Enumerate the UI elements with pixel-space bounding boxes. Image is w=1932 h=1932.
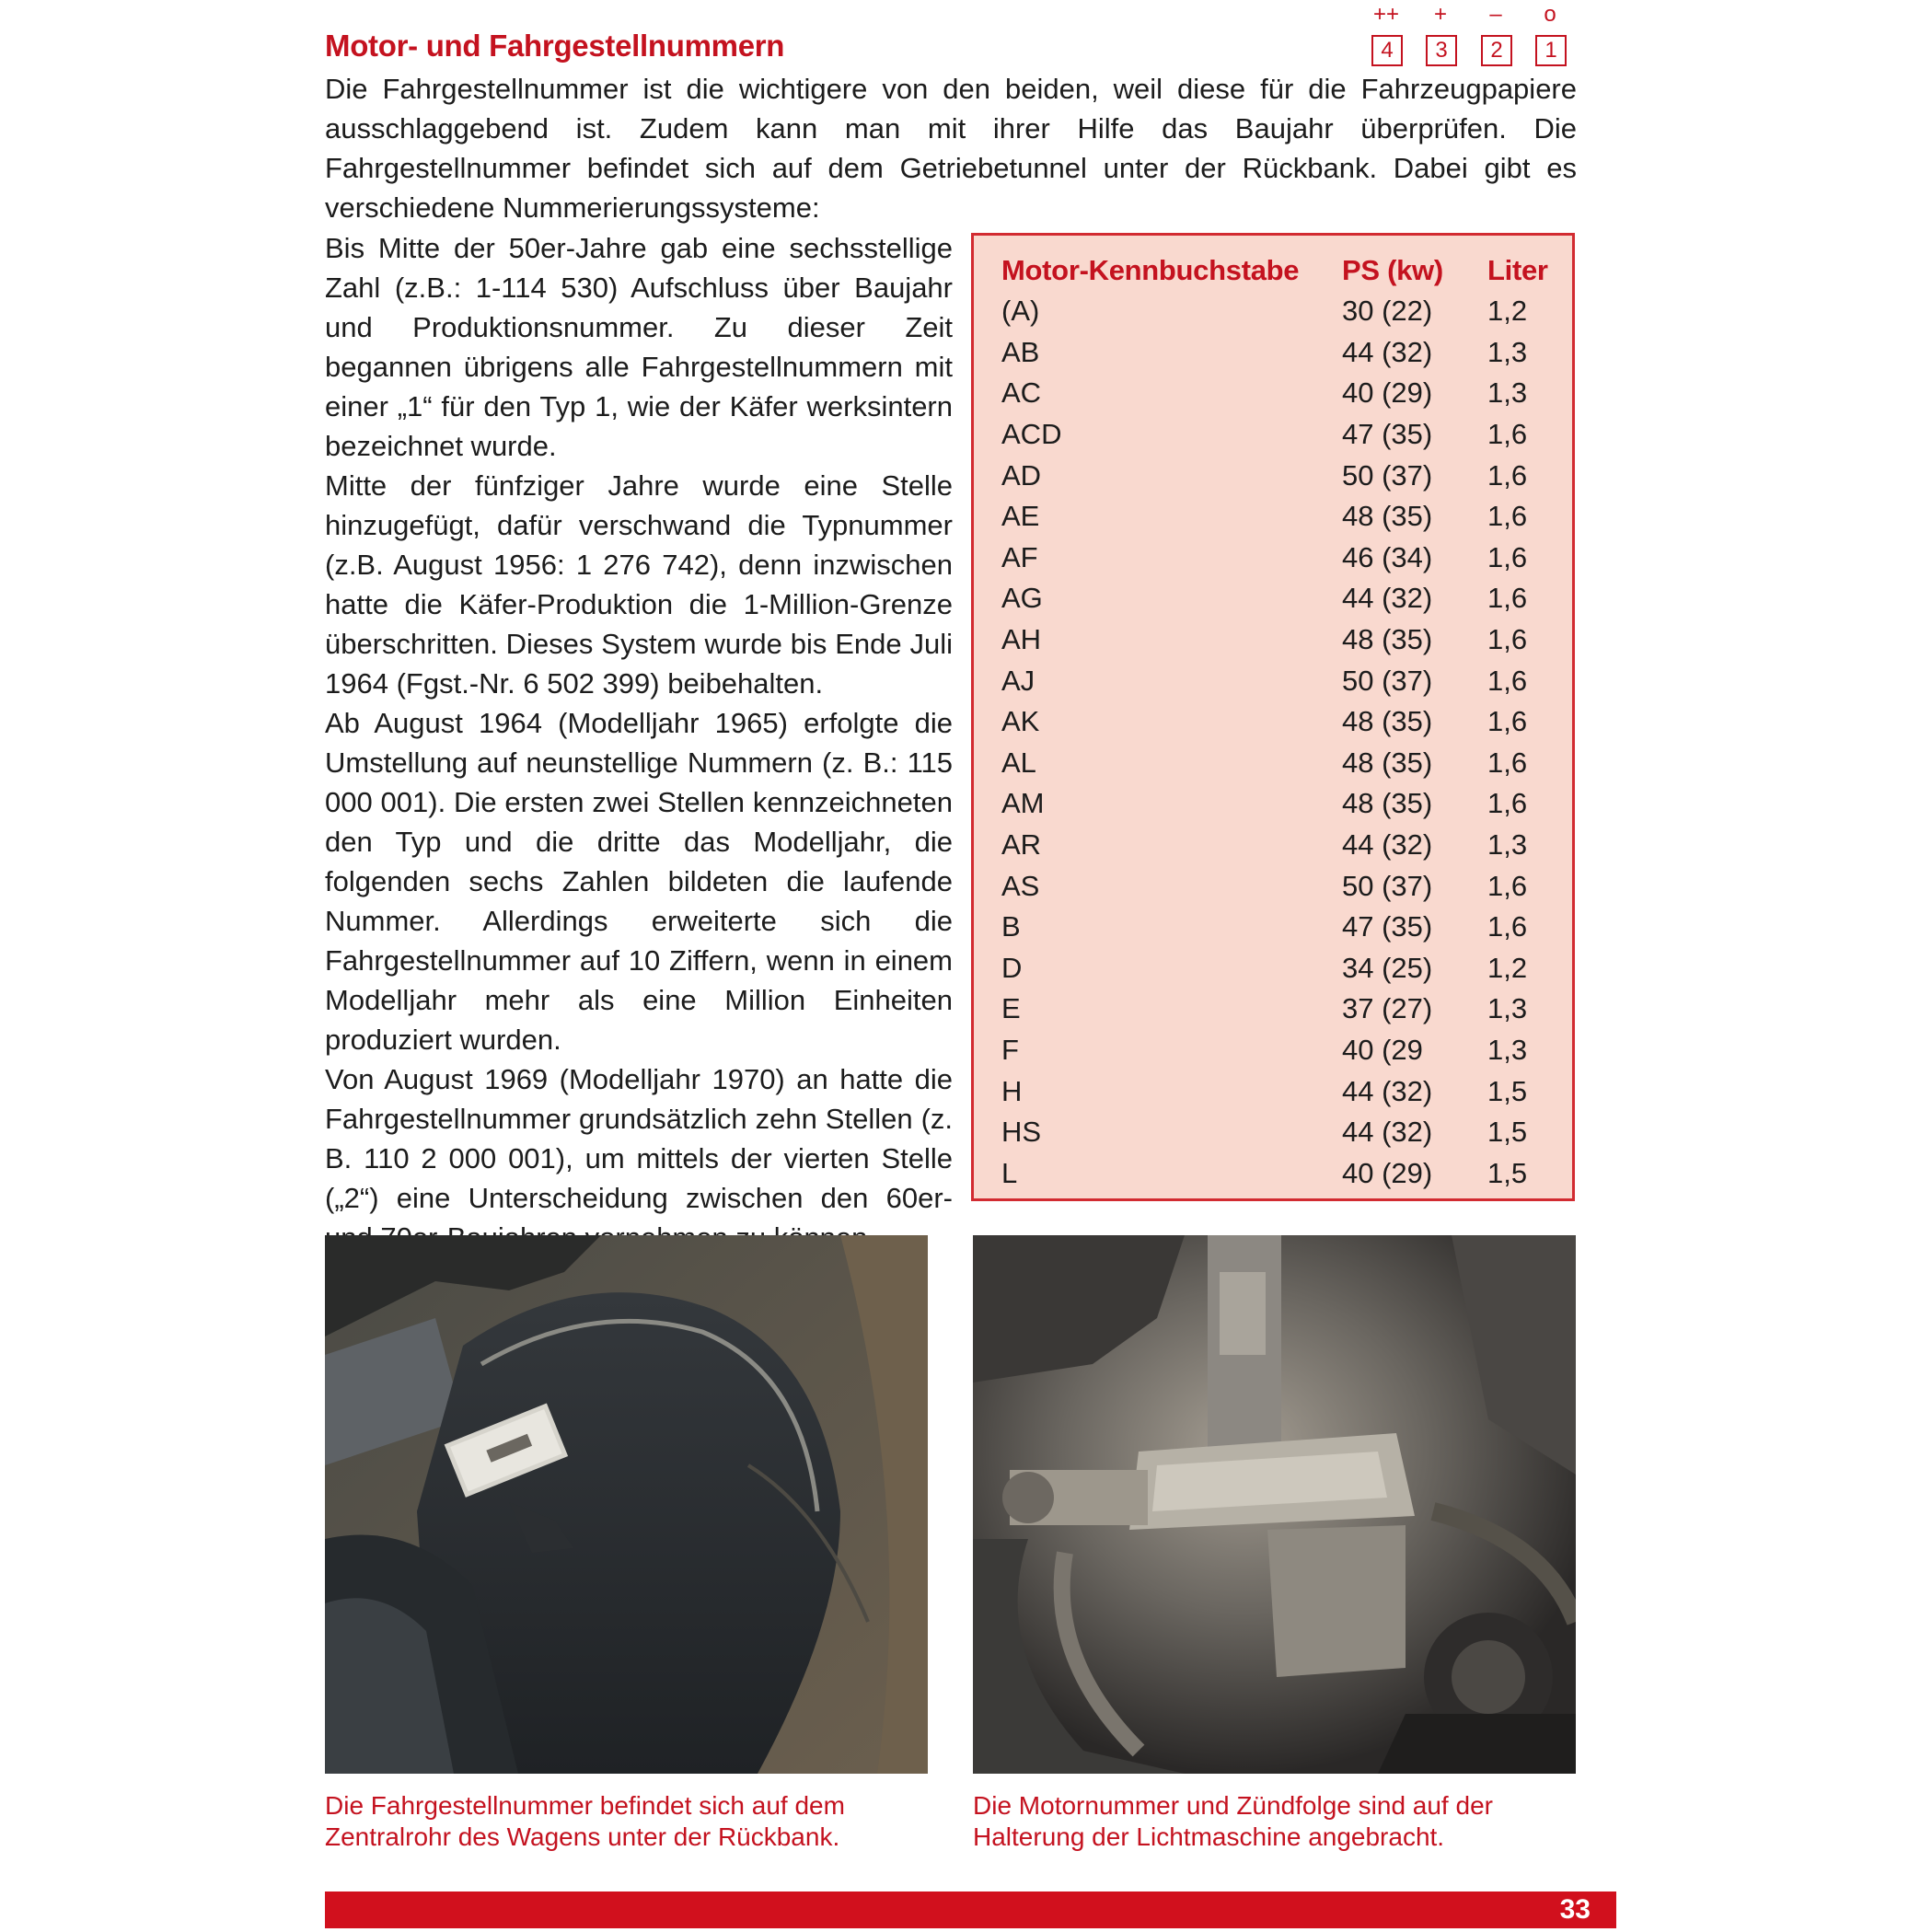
caption-engine-photo: Die Motornummer und Zündfolge sind auf der Halterung der Lichtmaschine angebracht. (973, 1791, 1493, 1851)
power-cell: 50 (37) (1342, 664, 1433, 697)
power-cell: 37 (27) (1342, 992, 1433, 1025)
engine-code-cell: AL (1001, 746, 1036, 779)
body-paragraph: Von August 1969 (Modelljahr 1970) an hatte die Fahrgestellnummer grundsätzlich zehn Stellen (z. B. 110 2 000 001), um mittels der vierten Stelle („2“) eine Unterscheidung zwischen den 60er- (325, 1063, 953, 1214)
liter-cell: 1,6 (1487, 418, 1528, 451)
engine-code-cell: B (1001, 910, 1021, 943)
table-row (1001, 291, 1561, 332)
liter-cell: 1,6 (1487, 458, 1528, 492)
table-row (1001, 948, 1561, 989)
engine-code-cell: AH (1001, 623, 1042, 656)
power-cell: 44 (32) (1342, 1074, 1433, 1107)
rating-box: 4 (1371, 35, 1403, 66)
engine-number-photo (973, 1235, 1576, 1774)
power-cell: 40 (29 (1342, 1033, 1423, 1066)
engine-code-cell: AG (1001, 582, 1043, 615)
engine-code-cell: HS (1001, 1116, 1042, 1149)
table-body (1001, 291, 1561, 1194)
body-text (325, 228, 953, 1257)
column-header-liter: Liter (1487, 253, 1548, 286)
rating-symbol: + (1433, 2, 1447, 27)
liter-cell: 1,6 (1487, 582, 1528, 615)
table-row (1001, 907, 1561, 948)
table-row (1001, 455, 1561, 496)
power-cell: 40 (29) (1342, 376, 1433, 410)
engine-code-cell: L (1001, 1156, 1018, 1189)
liter-cell: 1,5 (1487, 1116, 1528, 1149)
engine-code-table-box (971, 233, 1575, 1201)
table-row (1001, 701, 1561, 743)
table-row (1001, 332, 1561, 374)
power-cell: 47 (35) (1342, 910, 1433, 943)
power-cell: 48 (35) (1342, 787, 1433, 820)
footer-bar (325, 1892, 1616, 1928)
table-row (1001, 825, 1561, 866)
power-cell: 44 (32) (1342, 335, 1433, 368)
liter-cell: 1,3 (1487, 1033, 1528, 1066)
engine-code-cell: E (1001, 992, 1021, 1025)
engine-code-cell: AR (1001, 828, 1042, 862)
engine-code-cell: F (1001, 1033, 1019, 1066)
power-cell: 48 (35) (1342, 500, 1433, 533)
power-cell: 46 (34) (1342, 540, 1433, 573)
power-cell: 47 (35) (1342, 418, 1433, 451)
table-row (1001, 578, 1561, 619)
liter-cell: 1,3 (1487, 992, 1528, 1025)
power-cell: 50 (37) (1342, 458, 1433, 492)
engine-code-cell: AE (1001, 500, 1040, 533)
body-paragraph: Mitte der fünfziger Jahre wurde eine Stelle hinzugefügt, dafür verschwand die Typnummer (z.B. August 1956: 1 276 742), denn inzwischen hatte die Käfer-Produktion die 1-Million-Grenze überschritten. Dieses System wurde bis Ende Juli 1964 (Fgst.-Nr. 6 502 399) beibehalten. (325, 469, 953, 700)
table-row (1001, 373, 1561, 414)
page-title: Motor- und Fahrgestellnummern (325, 29, 785, 63)
body-paragraph: Ab August 1964 (Modelljahr 1965) erfolgte die Umstellung auf neunstellige Nummern (z. B.: 115 000 001). Die ersten zwei Stellen kennzeichneten den Typ und die dritte das Modelljahr, die folgenden sechs Zahlen bildeten die laufende Nummer. Allerdings erweiterte sich die Fahrgestellnummer auf 10 Ziffern, wenn in einem Modelljahr mehr als eine Million Einheiten produziert wurden. (325, 707, 953, 1056)
power-cell: 34 (25) (1342, 951, 1433, 984)
power-cell: 40 (29) (1342, 1156, 1433, 1189)
table-row (1001, 743, 1561, 784)
liter-cell: 1,6 (1487, 869, 1528, 902)
liter-cell: 1,6 (1487, 540, 1528, 573)
liter-cell: 1,6 (1487, 746, 1528, 779)
engine-code-table (1001, 249, 1561, 1194)
power-cell: 48 (35) (1342, 705, 1433, 738)
power-cell: 44 (32) (1342, 828, 1433, 862)
liter-cell: 1,6 (1487, 623, 1528, 656)
table-row (1001, 538, 1561, 579)
power-cell: 44 (32) (1342, 582, 1433, 615)
table-row (1001, 619, 1561, 661)
liter-cell: 1,2 (1487, 951, 1528, 984)
table-row (1001, 865, 1561, 907)
liter-cell: 1,3 (1487, 376, 1528, 410)
liter-cell: 1,2 (1487, 295, 1528, 328)
engine-code-cell: AB (1001, 335, 1040, 368)
engine-code-cell: AM (1001, 787, 1045, 820)
engine-code-cell: AD (1001, 458, 1042, 492)
table-row (1001, 1152, 1561, 1194)
chassis-number-photo (325, 1235, 928, 1774)
body-paragraph: Bis Mitte der 50er-Jahre gab eine sechsstellige Zahl (z.B.: 1-114 530) Aufschluss über Baujahr und Produktionsnummer. Zu dieser Zeit begannen übrigens alle Fahrgestellnummern mit einer „1“ für den Typ 1, wie der Käfer werksintern bezeichnet wurde. (325, 232, 953, 462)
power-cell: 44 (32) (1342, 1116, 1433, 1149)
table-row (1001, 1112, 1561, 1153)
liter-cell: 1,6 (1487, 910, 1528, 943)
rating-symbol: – (1489, 2, 1502, 27)
column-header-power: PS (kw) (1342, 253, 1443, 286)
caption-chassis-photo: Die Fahrgestellnummer befindet sich auf dem Zentralrohr des Wagens unter der Rückbank. (325, 1791, 845, 1851)
rating-box: 1 (1535, 35, 1567, 66)
engine-code-cell: AJ (1001, 664, 1035, 697)
liter-cell: 1,6 (1487, 787, 1528, 820)
table-header-row (1001, 249, 1561, 291)
engine-code-cell: AK (1001, 705, 1040, 738)
engine-code-cell: (A) (1001, 295, 1040, 328)
power-cell: 48 (35) (1342, 746, 1433, 779)
engine-code-cell: ACD (1001, 418, 1062, 451)
rating-symbol: ++ (1372, 2, 1400, 27)
table-row (1001, 414, 1561, 456)
liter-cell: 1,5 (1487, 1074, 1528, 1107)
liter-cell: 1,3 (1487, 828, 1528, 862)
power-cell: 30 (22) (1342, 295, 1433, 328)
page-number: 33 (1559, 1894, 1591, 1925)
liter-cell: 1,5 (1487, 1156, 1528, 1189)
table-row (1001, 496, 1561, 538)
power-cell: 48 (35) (1342, 623, 1433, 656)
table-row (1001, 783, 1561, 825)
rating-box: 2 (1481, 35, 1512, 66)
table-row (1001, 989, 1561, 1030)
intro-paragraph: Die Fahrgestellnummer ist die wichtigere von den beiden, weil diese für die Fahrzeugpapiere ausschlaggebend ist. Zudem kann man mit ihrer Hilfe das Baujahr überprüfen. Die Fahrgestellnummer befindet sich auf dem Getriebetunnel unter der Rückbank. Dabei gibt es verschiedene Nummerierungssysteme: (325, 73, 1577, 224)
engine-code-cell: D (1001, 951, 1023, 984)
table-row (1001, 660, 1561, 701)
power-cell: 50 (37) (1342, 869, 1433, 902)
engine-code-cell: AF (1001, 540, 1038, 573)
column-header-engine-code: Motor-Kennbuchstabe (1001, 253, 1300, 286)
liter-cell: 1,3 (1487, 335, 1528, 368)
liter-cell: 1,6 (1487, 664, 1528, 697)
engine-photo-illustration (973, 1235, 1576, 1774)
engine-code-cell: H (1001, 1074, 1023, 1107)
table-row (1001, 1030, 1561, 1071)
rating-box: 3 (1426, 35, 1457, 66)
rating-symbol: o (1544, 2, 1556, 27)
engine-code-cell: AS (1001, 869, 1040, 902)
table-row (1001, 1070, 1561, 1112)
chassis-photo-illustration (325, 1235, 928, 1774)
liter-cell: 1,6 (1487, 500, 1528, 533)
liter-cell: 1,6 (1487, 705, 1528, 738)
rating-scale (1367, 2, 1583, 66)
engine-code-cell: AC (1001, 376, 1042, 410)
